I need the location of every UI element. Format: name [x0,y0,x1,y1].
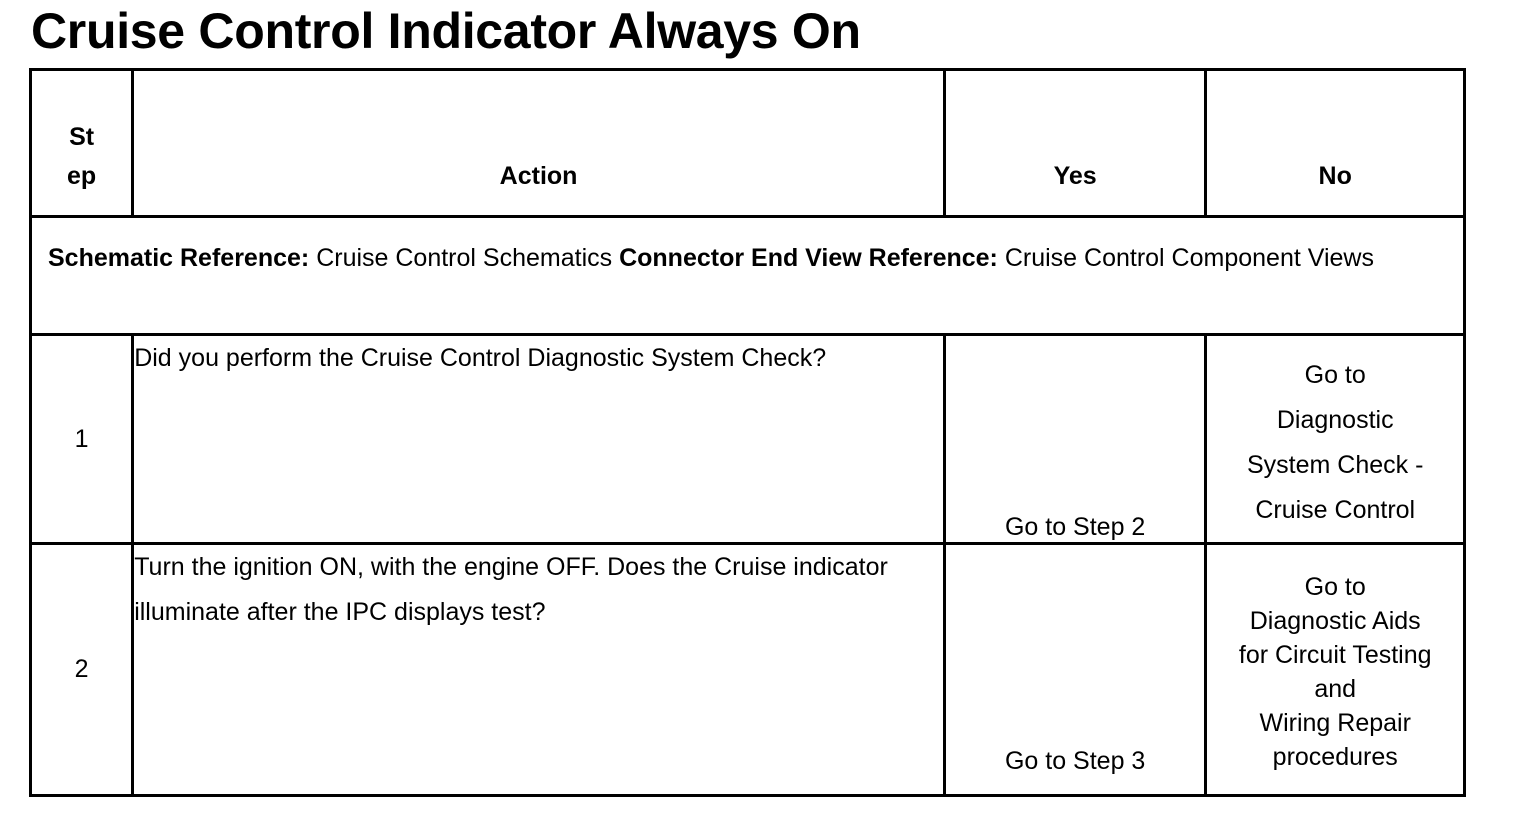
table-row-step-2 [31,544,1465,796]
connector-reference-value: Cruise Control Component Views [1004,244,1374,272]
diagnostic-table [29,68,1466,797]
no-result-line: and [1314,675,1357,703]
schematic-reference-label: Schematic Reference: [48,244,310,272]
schematic-reference-value: Cruise Control Schematics [316,244,613,272]
no-result [1206,335,1465,544]
header-step-line1: St [69,123,95,151]
action-text: Turn the ignition ON, with the engine OFF. Does the Cruise indicator illuminate after the IPC displays test? [133,544,945,796]
header-step-line2: ep [67,162,97,190]
yes-result: Go to Step 3 [944,544,1206,796]
table-header-row [31,70,1465,217]
no-result-line: Diagnostic Aids [1249,607,1421,635]
no-result-line: Wiring Repair [1259,709,1411,737]
step-number: 2 [31,544,133,796]
action-text: Did you perform the Cruise Control Diagnostic System Check? [133,335,945,544]
no-result-line: Go to [1304,361,1366,389]
no-result-line: Cruise Control [1255,496,1416,524]
no-result-line: System Check - [1247,451,1424,479]
no-result-line: procedures [1272,743,1398,771]
reference-row [31,217,1465,335]
table-row-step-1 [31,335,1465,544]
no-result-line: for Circuit Testing [1238,641,1432,669]
no-result [1206,544,1465,796]
connector-reference-label: Connector End View Reference: [619,244,998,272]
no-result-line: Go to [1304,573,1366,601]
reference-cell [31,217,1465,335]
page-title: Cruise Control Indicator Always On [31,3,861,59]
header-action: Action [133,70,945,217]
yes-result: Go to Step 2 [944,335,1206,544]
step-number: 1 [31,335,133,544]
header-yes: Yes [944,70,1206,217]
no-result-line: Diagnostic [1276,406,1394,434]
header-step [31,70,133,217]
header-no: No [1206,70,1465,217]
